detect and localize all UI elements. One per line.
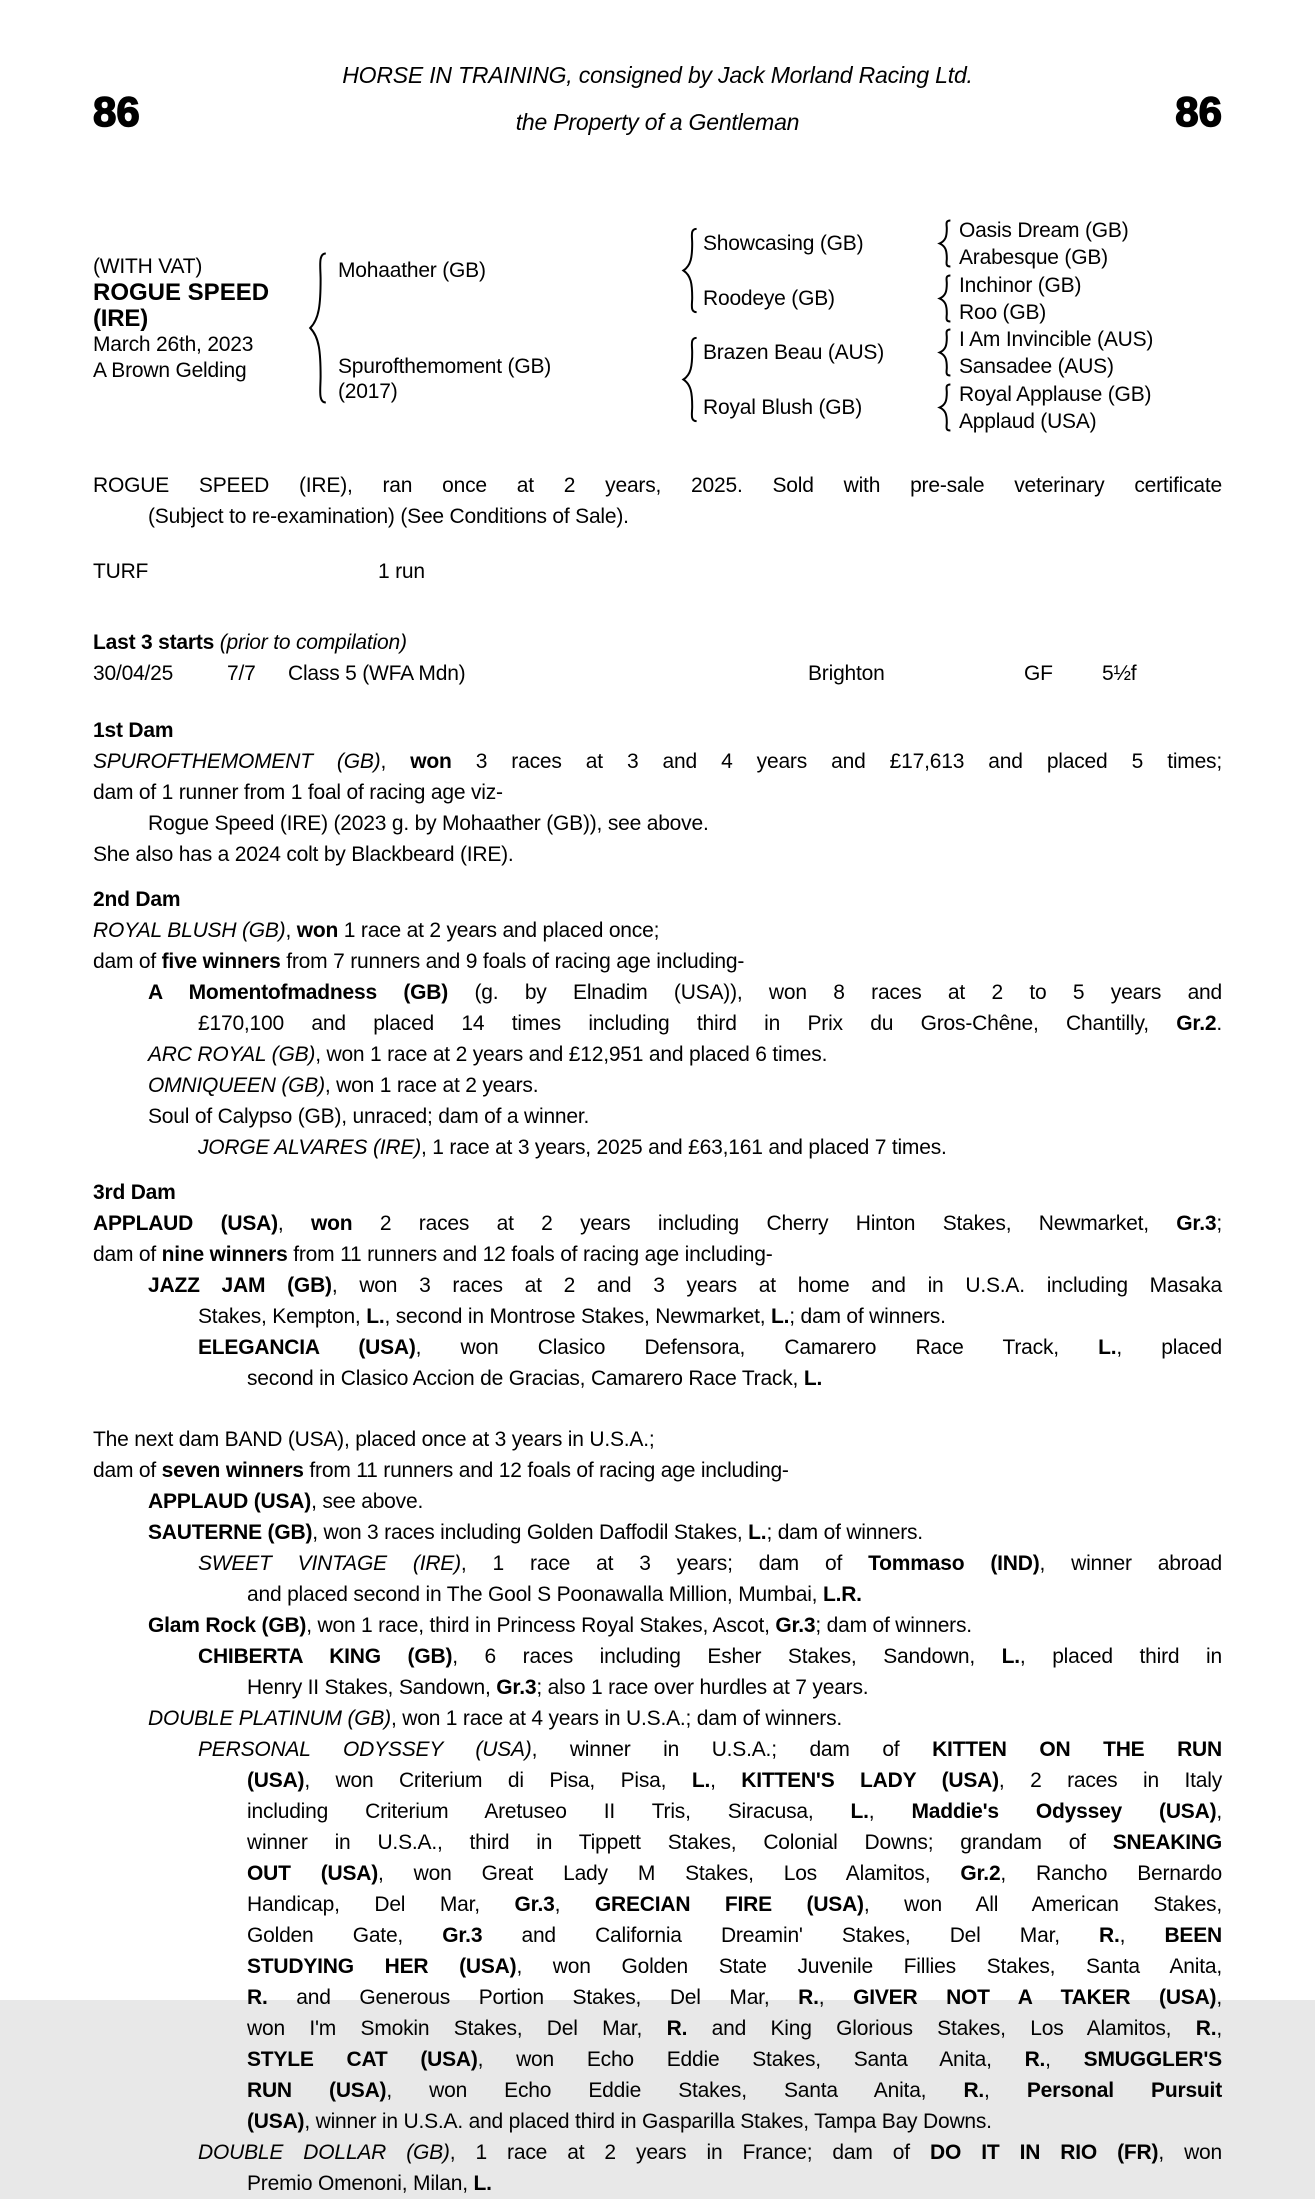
text-run: L.R.	[822, 1583, 862, 1606]
catalog-line	[93, 1982, 1222, 2013]
text-run: five winners	[161, 950, 281, 973]
text-run: ; dam of winners.	[766, 1521, 923, 1544]
brace-dam	[679, 337, 701, 422]
text-run: Personal Pursuit	[1026, 2079, 1222, 2102]
text-run: second in Clasico Accion de Gracias, Camarero Race Track,	[247, 1367, 804, 1390]
text-run: , see above.	[311, 1490, 424, 1513]
page-content	[93, 214, 1222, 2199]
catalog-line	[93, 1301, 1222, 1332]
great-grandparent-name: Inchinor (GB)	[959, 274, 1082, 297]
text-run: , placed	[1116, 1336, 1222, 1359]
text-run: R.	[1195, 2017, 1217, 2040]
brace-gp-3	[936, 329, 954, 376]
text-run: JAZZ JAM (GB)	[148, 1274, 332, 1297]
foaling-date: March 26th, 2023	[93, 333, 254, 356]
catalog-line	[93, 1610, 1222, 1641]
text-run: Tommaso (IND)	[868, 1552, 1040, 1575]
text-run: from 7 runners and 9 foals of racing age including-	[280, 950, 745, 973]
grandparent-name: Brazen Beau (AUS)	[703, 341, 885, 364]
page-header	[0, 0, 1315, 158]
text-run: , won Echo Eddie Stakes, Santa Anita,	[386, 2079, 964, 2102]
text-run: ,	[1045, 2048, 1084, 2071]
text-run: , 1 race at 3 years, 2025 and £63,161 and placed 7 times.	[421, 1136, 947, 1159]
great-grandparent-name: Oasis Dream (GB)	[959, 219, 1129, 242]
catalog-line	[93, 2075, 1222, 2106]
text-run: from 11 runners and 12 foals of racing age including-	[287, 1243, 773, 1266]
text-run: , won 3 races including Golden Daffodil Stakes,	[312, 1521, 749, 1544]
text-run: R.	[247, 1986, 268, 2009]
text-run: , winner in U.S.A.; dam of	[531, 1738, 933, 1761]
race-position: 7/7	[227, 662, 256, 685]
text-run: ,	[285, 919, 297, 942]
text-run: nine winners	[161, 1243, 288, 1266]
text-run: OMNIQUEEN (GB)	[148, 1074, 325, 1097]
text-run: ,	[1216, 2017, 1222, 2040]
text-run: , winner abroad	[1039, 1552, 1222, 1575]
text-run: SMUGGLER'S	[1083, 2048, 1222, 2071]
great-grandparent-name: Applaud (USA)	[959, 410, 1097, 433]
catalog-line	[93, 1039, 1222, 1070]
race-course: Brighton	[808, 662, 885, 685]
catalog-line	[93, 1455, 1222, 1486]
text-run: Henry II Stakes, Sandown,	[247, 1676, 497, 1699]
text-run: BEEN	[1164, 1924, 1222, 1947]
text-run: PERSONAL ODYSSEY (USA)	[198, 1738, 532, 1761]
race-class: Class 5 (WFA Mdn)	[288, 662, 466, 685]
catalog-line	[93, 1858, 1222, 1889]
catalog-line	[93, 1332, 1222, 1363]
text-run: ;	[1216, 1212, 1222, 1235]
catalog-line	[93, 839, 1222, 870]
text-run: R.	[666, 2017, 688, 2040]
text-run: dam of	[93, 950, 162, 973]
last-starts-title-italic: (prior to compilation)	[219, 631, 407, 654]
text-run: , won	[1158, 2141, 1222, 2164]
dam-heading: 2nd Dam	[93, 888, 181, 911]
catalog-line	[93, 1270, 1222, 1301]
text-run: , winner in U.S.A. and placed third in Gasparilla Stakes, Tampa Bay Downs.	[304, 2110, 992, 2133]
dam-name: Spurofthemoment (GB)	[338, 355, 552, 378]
horse-name: ROGUE SPEED	[93, 279, 270, 306]
text-run: KITTEN ON THE RUN	[932, 1738, 1222, 1761]
text-run: Gr.2	[1176, 1012, 1217, 1035]
text-run: ELEGANCIA (USA)	[198, 1336, 416, 1359]
catalog-line	[93, 1239, 1222, 1270]
text-run: , won 1 race, third in Princess Royal Stakes, Ascot,	[306, 1614, 776, 1637]
text-run: ARC ROYAL (GB)	[148, 1043, 316, 1066]
text-run: ,	[868, 1800, 912, 1823]
surface-label: TURF	[93, 560, 149, 583]
catalog-line	[93, 1765, 1222, 1796]
text-run: , won Great Lady M Stakes, Los Alamitos,	[378, 1862, 961, 1885]
text-run: ,	[1119, 1924, 1165, 1947]
horse-info	[93, 254, 269, 384]
race-distance: 5½f	[1102, 662, 1137, 685]
great-grandparent-name: Sansadee (AUS)	[959, 355, 1114, 378]
text-run: and California Dreamin' Stakes, Del Mar,	[482, 1924, 1100, 1947]
text-run: A Momentofmadness (GB)	[148, 981, 449, 1004]
text-run: KITTEN'S LADY (USA)	[741, 1769, 999, 1792]
text-run: DOUBLE DOLLAR (GB)	[198, 2141, 450, 2164]
text-run: 3 races at 3 and 4 years and £17,613 and placed 5 times;	[451, 750, 1222, 773]
text-run: L.	[1098, 1336, 1117, 1359]
text-run: £170,100 and placed 14 times including third in Prix du Gros-Chêne, Chantilly,	[198, 1012, 1177, 1035]
text-run: SNEAKING	[1112, 1831, 1222, 1854]
text-run: Maddie's Odyssey (USA)	[911, 1800, 1217, 1823]
great-grandparent-name: Royal Applause (GB)	[959, 383, 1152, 406]
text-run: L.	[1001, 1645, 1020, 1668]
text-run: R.	[798, 1986, 819, 2009]
text-run: L.	[473, 2172, 492, 2195]
text-run: Premio Omenoni, Milan,	[247, 2172, 474, 2195]
catalog-line	[93, 1424, 1222, 1455]
text-run: 2 races at 2 years including Cherry Hinton Stakes, Newmarket,	[352, 1212, 1177, 1235]
text-run: ; dam of winners.	[815, 1614, 972, 1637]
text-run: ; dam of winners.	[789, 1305, 946, 1328]
catalog-line	[93, 1889, 1222, 1920]
text-run: ,	[554, 1893, 595, 1916]
text-run: , won Golden State Juvenile Fillies Stakes, Santa Anita,	[516, 1955, 1222, 1978]
text-run: ROYAL BLUSH (GB)	[93, 919, 286, 942]
catalog-line	[93, 470, 1222, 501]
text-run: She also has a 2024 colt by Blackbeard (IRE).	[93, 843, 514, 866]
text-run: Gr.3	[514, 1893, 555, 1916]
text-run: won I'm Smokin Stakes, Del Mar,	[247, 2017, 667, 2040]
text-run: ,	[1216, 1800, 1223, 1823]
text-run: dam of	[93, 1459, 162, 1482]
text-run: Rogue Speed (IRE) (2023 g. by Mohaather (GB)), see above.	[148, 812, 709, 835]
property-line: the Property of a Gentleman	[515, 109, 800, 135]
text-run: , won 1 race at 2 years and £12,951 and placed 6 times.	[315, 1043, 828, 1066]
catalog-line	[93, 501, 1222, 532]
dam-heading: 3rd Dam	[93, 1181, 176, 1204]
sire-name: Mohaather (GB)	[338, 259, 486, 282]
text-run: DO IT IN RIO (FR)	[930, 2141, 1159, 2164]
catalog-line	[93, 1827, 1222, 1858]
text-run: Gr.2	[960, 1862, 1001, 1885]
text-run: L.	[803, 1367, 823, 1390]
catalog-line	[93, 1579, 1222, 1610]
text-run: , 1 race at 2 years in France; dam of	[449, 2141, 931, 2164]
text-run: STYLE CAT (USA)	[247, 2048, 478, 2071]
text-run: Stakes, Kempton,	[198, 1305, 367, 1328]
grandparent-name: Showcasing (GB)	[703, 232, 864, 255]
text-run: Gr.3	[496, 1676, 537, 1699]
text-run: SWEET VINTAGE (IRE)	[198, 1552, 461, 1575]
text-run: , won 1 race at 2 years.	[324, 1074, 539, 1097]
great-grandparent-name: I Am Invincible (AUS)	[959, 328, 1154, 351]
text-run: Handicap, Del Mar,	[247, 1893, 515, 1916]
text-run: , won 1 race at 4 years in U.S.A.; dam of winners.	[390, 1707, 843, 1730]
pedigree-tree	[93, 214, 1222, 442]
catalog-line	[93, 1796, 1222, 1827]
grandparent-name: Royal Blush (GB)	[703, 396, 863, 419]
text-run: ,	[277, 1212, 311, 1235]
catalog-line	[93, 1703, 1222, 1734]
text-run: ROGUE SPEED (IRE), ran once at 2 years, 2025. Sold with pre-sale veterinary certificate	[93, 474, 1222, 497]
catalog-line	[93, 1920, 1222, 1951]
text-run: , second in Montrose Stakes, Newmarket,	[384, 1305, 771, 1328]
text-run: ,	[818, 1986, 854, 2009]
catalog-line	[93, 777, 1222, 808]
text-run: won	[311, 1212, 353, 1235]
vat-note: (WITH VAT)	[93, 255, 203, 278]
catalog-line	[93, 1672, 1222, 1703]
text-run: JORGE ALVARES (IRE)	[198, 1136, 421, 1159]
text-run: including Criterium Aretuseo II Tris, Siracusa,	[247, 1800, 851, 1823]
brace-main	[305, 252, 331, 404]
text-run: L.	[366, 1305, 385, 1328]
catalog-line	[93, 1734, 1222, 1765]
catalog-line	[93, 1517, 1222, 1548]
text-run: dam of 1 runner from 1 foal of racing age viz-	[93, 781, 503, 804]
grandparent-name: Roodeye (GB)	[703, 287, 835, 310]
catalog-line	[93, 1132, 1222, 1163]
catalog-line	[93, 808, 1222, 839]
catalog-line	[93, 2168, 1222, 2199]
text-run: Golden Gate,	[247, 1924, 443, 1947]
text-run: .	[1216, 1012, 1222, 1035]
text-run: ,	[380, 750, 411, 773]
text-run: , won 3 races at 2 and 3 years at home and in U.S.A. including Masaka	[331, 1274, 1222, 1297]
brace-gp-4	[936, 384, 954, 431]
catalog-line	[93, 1641, 1222, 1672]
catalog-line	[93, 2044, 1222, 2075]
horse-country: (IRE)	[93, 305, 148, 332]
text-run: ,	[710, 1769, 742, 1792]
text-run: 1 race at 2 years and placed once;	[338, 919, 660, 942]
horse-description: A Brown Gelding	[93, 359, 247, 382]
last-starts-section	[93, 627, 1222, 689]
dam-year: (2017)	[338, 380, 398, 403]
text-run: , won Clasico Defensora, Camarero Race Track,	[415, 1336, 1099, 1359]
text-run: , 6 races including Esher Stakes, Sandown,	[452, 1645, 1002, 1668]
text-run: GRECIAN FIRE (USA)	[594, 1893, 864, 1916]
text-run: Gr.3	[1176, 1212, 1217, 1235]
text-run: L.	[770, 1305, 790, 1328]
text-run: and placed second in The Gool S Poonawalla Million, Mumbai,	[247, 1583, 823, 1606]
text-run: , placed third in	[1019, 1645, 1222, 1668]
sale-description	[93, 470, 1222, 532]
text-run: won	[410, 750, 452, 773]
catalog-line	[93, 1070, 1222, 1101]
text-run: winner in U.S.A., third in Tippett Stakes, Colonial Downs; grandam of	[247, 1831, 1113, 1854]
lot-number-left: 86	[93, 88, 140, 135]
text-run: GIVER NOT A TAKER (USA)	[853, 1986, 1217, 2009]
last-starts-title-bold: Last 3 starts	[93, 631, 220, 654]
runs-count: 1 run	[378, 560, 425, 583]
text-run: (USA)	[247, 2110, 305, 2133]
text-run: won	[296, 919, 339, 942]
catalog-line	[93, 1486, 1222, 1517]
race-going: GF	[1024, 662, 1053, 685]
text-run: ; also 1 race over hurdles at 7 years.	[536, 1676, 869, 1699]
text-run: RUN (USA)	[247, 2079, 387, 2102]
lot-number-right: 86	[1175, 88, 1222, 135]
great-grandparent-name: Arabesque (GB)	[959, 246, 1108, 269]
text-run: CHIBERTA KING (GB)	[198, 1645, 453, 1668]
last-starts-title	[93, 627, 1222, 658]
race-summary-row	[93, 556, 1222, 587]
text-run: R.	[1099, 1924, 1120, 1947]
text-run: seven winners	[161, 1459, 304, 1482]
brace-gp-2	[936, 275, 954, 322]
text-run: dam of	[93, 1243, 162, 1266]
text-run: , won Echo Eddie Stakes, Santa Anita,	[477, 2048, 1025, 2071]
text-run: DOUBLE PLATINUM (GB)	[148, 1707, 391, 1730]
text-run: Gr.3	[775, 1614, 816, 1637]
text-run: APPLAUD (USA)	[148, 1490, 312, 1513]
text-run: STUDYING HER (USA)	[247, 1955, 517, 1978]
text-run: R.	[963, 2079, 985, 2102]
catalog-line	[93, 2013, 1222, 2044]
text-run: , won All American Stakes,	[863, 1893, 1222, 1916]
brace-gp-1	[936, 220, 954, 267]
text-run: , Rancho Bernardo	[1000, 1862, 1223, 1885]
consignment-line: HORSE IN TRAINING, consigned by Jack Morland Racing Ltd.	[342, 62, 973, 88]
text-run: Glam Rock (GB)	[148, 1614, 307, 1637]
text-run: (Subject to re-examination) (See Conditions of Sale).	[148, 505, 629, 528]
text-run: , won Criterium di Pisa, Pisa,	[304, 1769, 692, 1792]
catalog-line	[93, 1363, 1222, 1394]
family-history	[93, 715, 1222, 2199]
catalog-line	[93, 1548, 1222, 1579]
text-run: Gr.3	[442, 1924, 483, 1947]
text-run: and Generous Portion Stakes, Del Mar,	[267, 1986, 799, 2009]
text-run: from 11 runners and 12 foals of racing age including-	[303, 1459, 789, 1482]
dam-heading: 1st Dam	[93, 719, 174, 742]
catalog-line	[93, 946, 1222, 977]
text-run: ,	[984, 2079, 1027, 2102]
text-run: L.	[748, 1521, 767, 1544]
catalog-line	[93, 1951, 1222, 1982]
text-run: APPLAUD (USA)	[93, 1212, 278, 1235]
text-run: , 1 race at 3 years; dam of	[460, 1552, 869, 1575]
text-run: R.	[1024, 2048, 1046, 2071]
text-run: OUT (USA)	[247, 1862, 379, 1885]
catalog-line	[93, 977, 1222, 1008]
catalog-line	[93, 2137, 1222, 2168]
text-run: SPUROFTHEMOMENT (GB)	[93, 750, 381, 773]
great-grandparent-name: Roo (GB)	[959, 301, 1047, 324]
text-run: (g. by Elnadim (USA)), won 8 races at 2 to 5 years and	[448, 981, 1223, 1004]
text-run: ,	[1216, 1986, 1222, 2009]
race-result-row	[93, 658, 1222, 689]
text-run: L.	[850, 1800, 869, 1823]
catalog-line	[93, 2106, 1222, 2137]
text-run: (USA)	[247, 1769, 305, 1792]
text-run: L.	[691, 1769, 711, 1792]
text-run: , 2 races in Italy	[998, 1769, 1222, 1792]
text-run: and King Glorious Stakes, Los Alamitos,	[687, 2017, 1196, 2040]
catalog-line	[93, 915, 1222, 946]
catalog-line	[93, 1008, 1222, 1039]
brace-sire	[679, 228, 701, 313]
text-run: The next dam BAND (USA), placed once at 3 years in U.S.A.;	[93, 1428, 655, 1451]
catalog-line	[93, 1208, 1222, 1239]
text-run: Soul of Calypso (GB), unraced; dam of a winner.	[148, 1105, 590, 1128]
race-date: 30/04/25	[93, 662, 174, 685]
text-run: SAUTERNE (GB)	[148, 1521, 313, 1544]
catalog-line	[93, 746, 1222, 777]
catalog-line	[93, 1101, 1222, 1132]
